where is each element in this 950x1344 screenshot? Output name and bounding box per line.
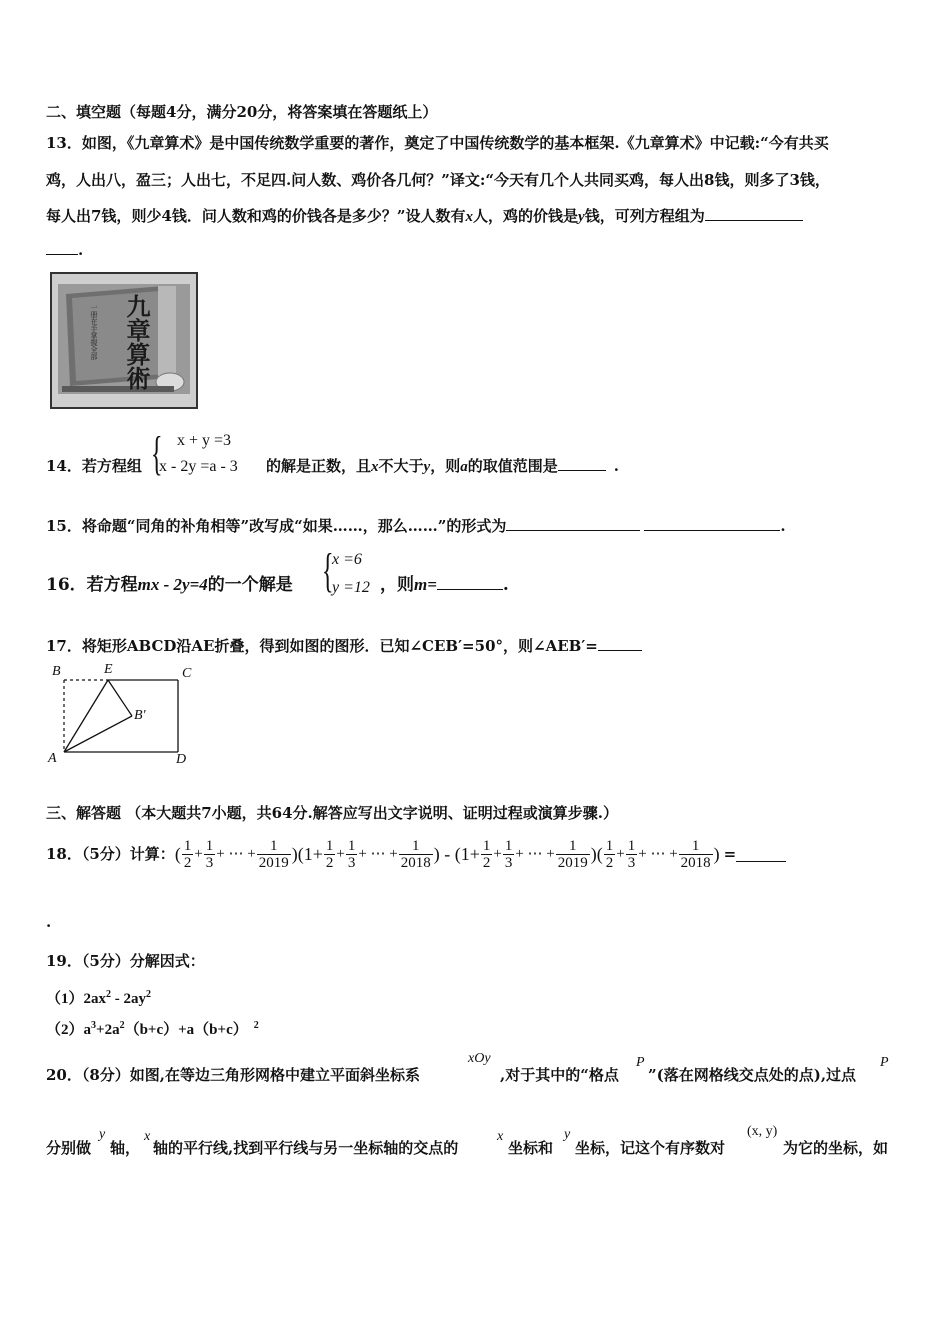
paren-open-1: ( [174, 844, 181, 864]
q13-text-c: 钱，可列方程组为 [584, 207, 705, 225]
paren-group-2: )(1+ [291, 844, 323, 864]
book-photo [50, 272, 198, 409]
q18-period: . [46, 913, 52, 931]
q20-xy: (x, y) [747, 1124, 778, 1139]
q16-eq1: x =6 [332, 551, 362, 568]
q15-text: 15．将命题“同角的补角相等”改写成“如果……，那么……”的形式为 [46, 517, 507, 535]
label-B-prime: B′ [134, 708, 146, 723]
q14-eq1: x + y =3 [177, 432, 232, 449]
q19-heading: 19．（5分）分解因式： [46, 952, 205, 970]
label-E: E [104, 662, 113, 677]
q19-p2-sup2b: 2 [253, 1020, 259, 1031]
q16-text-a: 16．若方程 [46, 575, 138, 595]
q18-line [46, 834, 786, 874]
section-3-heading: 三、解答题 （本大题共7小题，共64分.解答应写出文字说明、证明过程或演算步骤.） [46, 804, 618, 822]
q13-period: . [78, 241, 84, 259]
frac-1-3: $\frac{1}{3}$ [205, 837, 214, 871]
q20-P2: P [880, 1055, 889, 1070]
q16-tail [380, 575, 509, 595]
ellipsis: + ⋯ + [515, 846, 555, 862]
q13-var-x: x [465, 209, 474, 225]
label-D: D [176, 752, 187, 767]
q14-var-y: y [423, 459, 431, 475]
q20-line-2d: 坐标和 [508, 1139, 554, 1157]
q13-var-y: y [578, 209, 585, 225]
q20-line-2b: 轴， [110, 1139, 141, 1157]
q14-text-e: 的取值范围是 [467, 457, 558, 475]
q16-equation: mx - 2y=4 [137, 575, 208, 594]
q17-line [46, 636, 642, 656]
book-title: 九章算術 [122, 294, 151, 390]
q19-p2-c: （b+c）+a（b+c） [124, 1022, 248, 1038]
q19-p2-b: +2a [96, 1022, 120, 1038]
frac-1-2018: $\frac{1}{2018}$ [680, 837, 711, 871]
q14-answer-blank[interactable] [558, 456, 606, 471]
equals-sign: = [723, 845, 737, 863]
q15-answer-blank-1[interactable] [506, 516, 640, 531]
q20-line-2f: 为它的坐标，如 [783, 1139, 889, 1157]
book-subtitle: 一册在手掌握全部 [90, 304, 98, 360]
q13-line-2: 鸡，人出八，盈三；人出七，不足四.问人数、鸡价各几何？”译文:“今天有几个人共同买鸡，每人出8钱，则多了3钱， [46, 171, 830, 189]
frac-1-3: $\frac{1}{3}$ [347, 837, 356, 871]
frac-1-3: $\frac{1}{3}$ [627, 837, 636, 871]
label-B: B [52, 664, 61, 679]
q20-x: x [144, 1129, 151, 1144]
label-C: C [182, 666, 192, 681]
q15-answer-blank-2[interactable] [644, 516, 780, 531]
ellipsis: + ⋯ + [638, 846, 678, 862]
frac-1-2: $\frac{1}{2}$ [325, 837, 334, 871]
frac-1-2018: $\frac{1}{2018}$ [400, 837, 431, 871]
q17-answer-blank[interactable] [598, 636, 642, 651]
q15-period: . [780, 517, 786, 535]
q14-text-c: 不大于 [378, 457, 424, 475]
q14-period: . [613, 457, 619, 475]
q14-var-a: a [460, 459, 468, 475]
q19-p2-a: （2）a [46, 1022, 92, 1038]
frac-1-2: $\frac{1}{2}$ [482, 837, 491, 871]
q13-line-1: 13．如图，《九章算术》是中国传统数学重要的著作，奠定了中国传统数学的基本框架.《九章算术》中记载:“今有共买 [46, 134, 829, 152]
frac-1-2: $\frac{1}{2}$ [183, 837, 192, 871]
q14-text [266, 456, 619, 477]
q20-line-1c: ”(落在网格线交点处的点),过点 [648, 1066, 857, 1084]
q14-text-d: ，则 [430, 457, 461, 475]
q14-eq2: x - 2y =a - 3 [159, 458, 238, 475]
ellipsis: + ⋯ + [216, 846, 256, 862]
q20-y2: y [564, 1127, 571, 1142]
q20-line-2e: 坐标，记这个有序数对 [575, 1139, 726, 1157]
q17-figure [44, 664, 214, 774]
section-2-heading: 二、填空题（每题4分，满分20分，将答案填在答题纸上） [46, 103, 438, 121]
q14-brace: { [151, 427, 163, 480]
q18-label: 18．（5分）计算： [46, 845, 175, 863]
q13-answer-blank-cont[interactable] [46, 240, 78, 255]
q20-x2: x [497, 1129, 504, 1144]
q18-answer-blank[interactable] [736, 847, 786, 862]
q19-part-1 [46, 985, 151, 1009]
paren-close: ) [713, 844, 720, 864]
q16-text-b: 的一个解是 [207, 575, 293, 595]
q16-answer-blank[interactable] [437, 575, 503, 590]
q20-line-2a: 分别做 [46, 1139, 92, 1157]
q19-p2-sup3: 3 [91, 1020, 97, 1031]
paren-group-4: )( [590, 844, 603, 864]
q16-eq2: y =12 [332, 579, 370, 596]
q13-line-3 [46, 206, 803, 227]
q20-y: y [99, 1127, 106, 1142]
q20-line-1b: ,对于其中的“格点 [500, 1066, 619, 1084]
q13-text-b: 人，鸡的价钱是 [473, 207, 579, 225]
ellipsis: + ⋯ + [358, 846, 398, 862]
q16-var-m: m= [414, 575, 437, 594]
label-A: A [48, 751, 57, 766]
plus: + [616, 846, 625, 862]
q19-p1-a: （1）2ax [46, 991, 107, 1007]
plus: + [493, 846, 502, 862]
q16-brace: { [322, 544, 334, 597]
paren-group-3: ) - (1+ [433, 844, 480, 864]
frac-1-3: $\frac{1}{3}$ [504, 837, 513, 871]
q14-text-b: 的解是正数，且 [266, 457, 372, 475]
plus: + [336, 846, 345, 862]
q16-text-c: ，则 [380, 575, 414, 595]
q20-P: P [636, 1055, 645, 1070]
q19-p1-sup2: 2 [146, 989, 152, 1000]
q19-p1-b: - 2ay [111, 991, 147, 1007]
q20-line-2c: 轴的平行线,找到平行线与另一坐标轴的交点的 [153, 1139, 459, 1157]
q20-line-1a: 20．（8分）如图,在等边三角形网格中建立平面斜坐标系 [46, 1066, 421, 1084]
frac-1-2019: $\frac{1}{2019}$ [258, 837, 289, 871]
q13-text-a: 每人出7钱，则少4钱．问人数和鸡的价钱各是多少？”设人数有 [46, 207, 466, 225]
frac-1-2: $\frac{1}{2}$ [605, 837, 614, 871]
plus: + [194, 846, 203, 862]
q14-var-x: x [371, 459, 379, 475]
q13-line-4 [46, 240, 83, 260]
q13-answer-blank[interactable] [705, 206, 803, 221]
q19-p2-sup2: 2 [119, 1020, 125, 1031]
q16-line [46, 575, 293, 595]
q19-part-2 [46, 1016, 259, 1040]
q17-text: 17．将矩形ABCD沿AE折叠，得到如图的图形．已知∠CEB′=50°，则∠AEB′= [46, 637, 598, 655]
q20-xoy: xOy [468, 1051, 491, 1066]
frac-1-2019: $\frac{1}{2019}$ [557, 837, 588, 871]
q14-label: 14．若方程组 [46, 457, 142, 475]
q19-p1-sup: 2 [106, 989, 112, 1000]
q16-period: . [502, 575, 509, 595]
q15-line [46, 516, 786, 536]
